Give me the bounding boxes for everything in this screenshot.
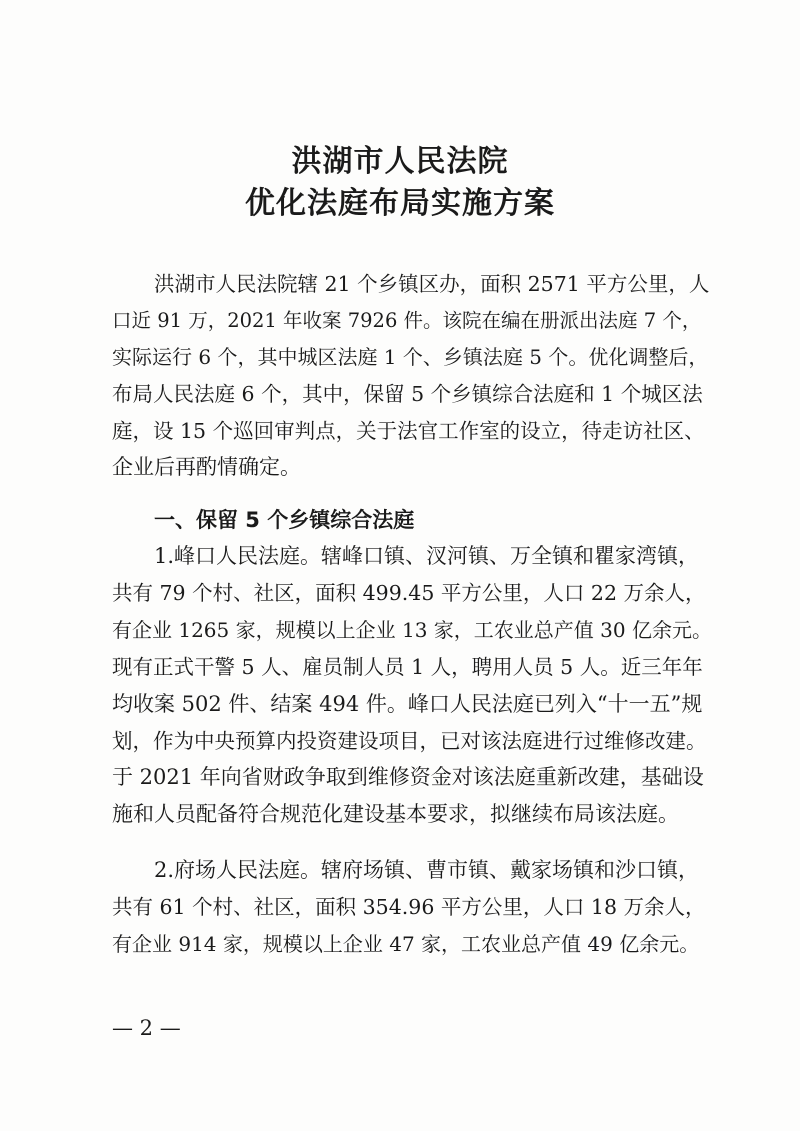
section-heading-1: 一、保留 5 个乡镇综合法庭 (154, 508, 415, 532)
paragraph-3-line-3: 有企业 914 家，规模以上企业 47 家，工农业总产值 49 亿余元。 (112, 932, 700, 956)
paragraph-2-line-5: 均收案 502 件、结案 494 件。峰口人民法庭已列入“十一五”规 (112, 692, 703, 716)
paragraph-2-line-6: 划，作为中央预算内投资建设项目，已对该法庭进行过维修改建。 (112, 729, 707, 753)
document-title-line-1: 洪湖市人民法院 (291, 144, 509, 179)
paragraph-1-line-5: 庭，设 15 个巡回审判点，关于法官工作室的设立，待走访社区、 (112, 419, 705, 443)
paragraph-1-line-3: 实际运行 6 个，其中城区法庭 1 个、乡镇法庭 5 个。优化调整后， (112, 345, 709, 369)
paragraph-2-line-2: 共有 79 个村、社区，面积 499.45 平方公里，人口 22 万余人， (112, 581, 706, 605)
paragraph-1-line-6: 企业后再酌情确定。 (112, 455, 301, 479)
paragraph-1-line-2: 口近 91 万，2021 年收案 7926 件。该院在编在册派出法庭 7 个， (112, 309, 702, 332)
paragraph-3-line-1: 2.府场人民法庭。辖府场镇、曹市镇、戴家场镇和沙口镇， (154, 858, 700, 882)
paragraph-1-line-1: 洪湖市人民法院辖 21 个乡镇区办，面积 2571 平方公里，人 (154, 272, 710, 296)
document-title-line-2: 优化法庭布局实施方案 (245, 186, 555, 221)
paragraph-2-line-7: 于 2021 年向省财政争取到维修资金对该法庭重新改建，基础设 (112, 765, 704, 789)
paragraph-2-line-3: 有企业 1265 家，规模以上企业 13 家，工农业总产值 30 亿余元。 (112, 618, 712, 642)
paragraph-2-line-8: 施和人员配备符合规范化建设基本要求，拟继续布局该法庭。 (112, 802, 679, 826)
page-number: — 2 — (112, 1016, 181, 1040)
paragraph-2-line-4: 现有正式干警 5 人、雇员制人员 1 人，聘用人员 5 人。近三年年 (112, 655, 703, 679)
paragraph-3-line-2: 共有 61 个村、社区，面积 354.96 平方公里，人口 18 万余人， (112, 895, 706, 919)
paragraph-1-line-4: 布局人民法庭 6 个，其中，保留 5 个乡镇综合法庭和 1 个城区法 (112, 382, 703, 406)
paragraph-2-line-1: 1.峰口人民法庭。辖峰口镇、汊河镇、万全镇和瞿家湾镇， (154, 544, 700, 568)
